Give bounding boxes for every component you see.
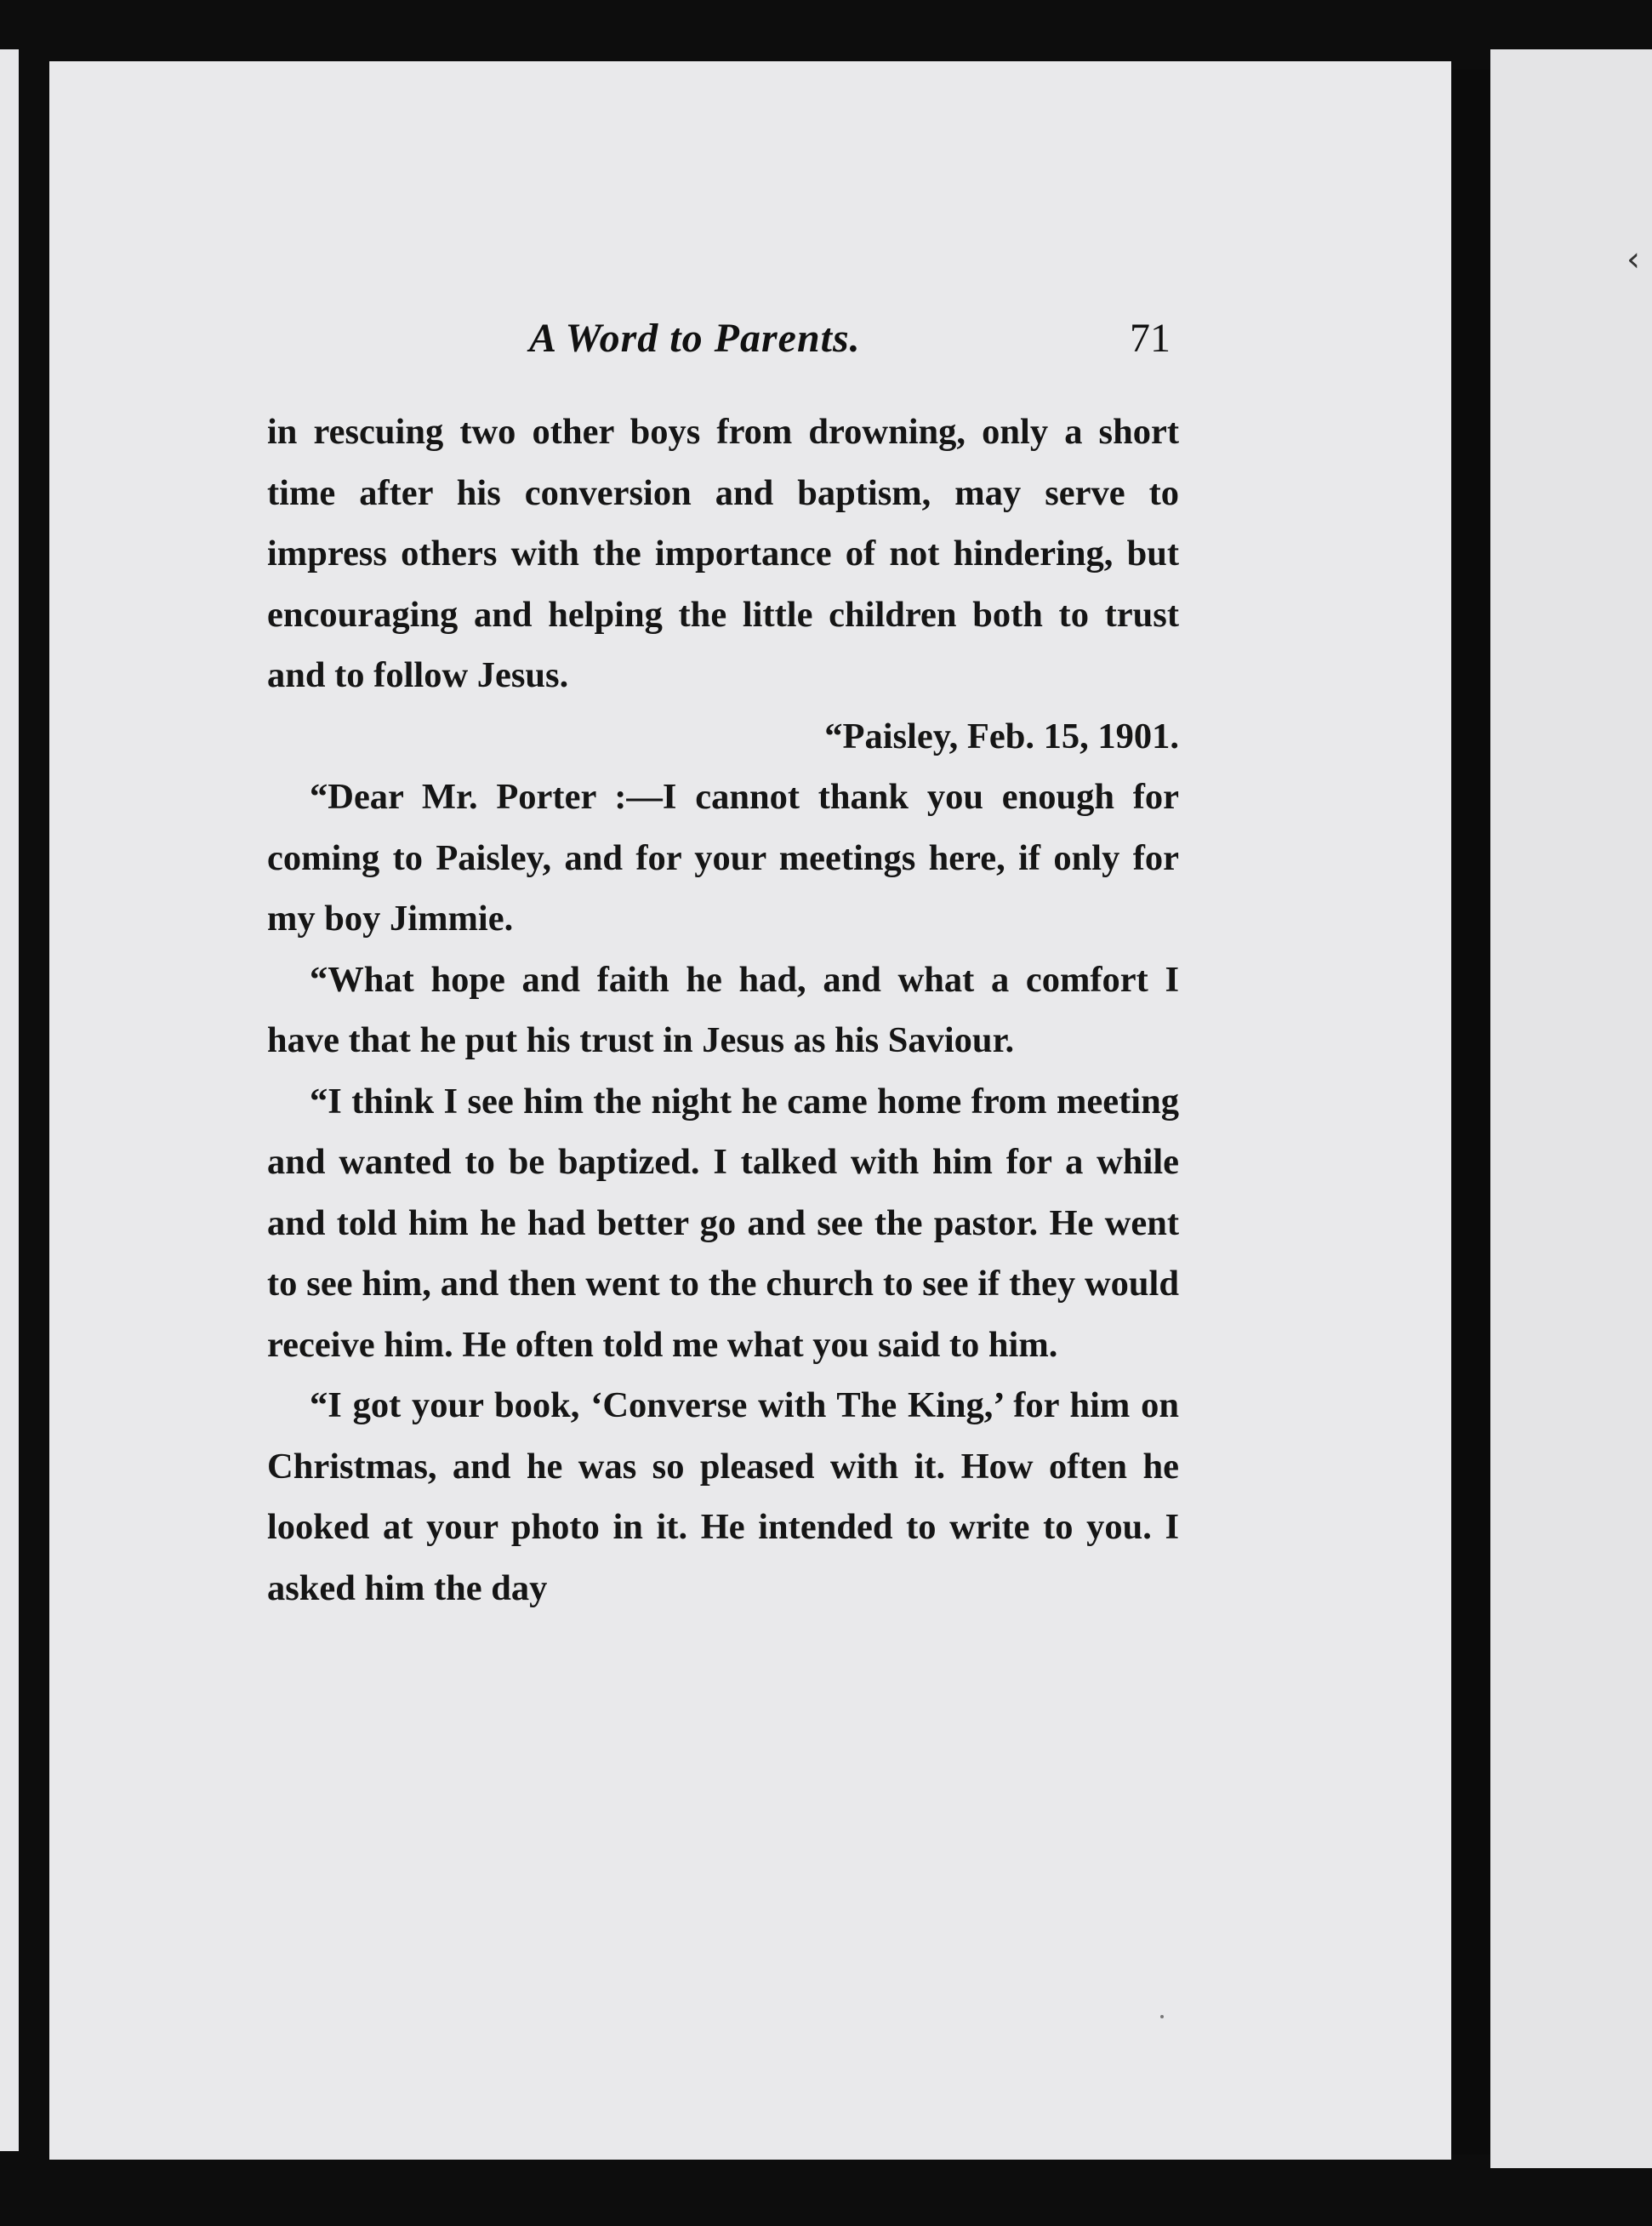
letter-paragraph: “Dear Mr. Porter :—I cannot thank you enough for coming to Paisley, and for your meetings here, if only for my boy Jimmie. (267, 777, 1179, 939)
letter-paragraph: “I got your book, ‘Converse with The King,’ for him on Christmas, and he was so pleased with it. How often he looked at your photo in it. He intended to write to you. I asked him the day (267, 1385, 1179, 1608)
margin-mark: ‹ (1626, 240, 1640, 279)
page-edge-shadow (1451, 70, 1490, 2155)
page-body-text (267, 402, 1179, 1618)
page-number: 71 (1130, 316, 1171, 361)
scan-speck (1160, 2015, 1164, 2018)
scanner-background (1490, 49, 1652, 2168)
letter-paragraph: “What hope and faith he had, and what a comfort I have that he put his trust in Jesus as his Saviour. (267, 959, 1179, 1060)
letter-paragraph: “I think I see him the night he came home from meeting and wanted to be baptized. I talked with him for a while and told him he had better go and see the pastor. He went to see him, and then went to the church to see if they would receive him. He often told me what you said to him. (267, 1081, 1179, 1365)
running-header-title: A Word to Parents. (529, 316, 861, 361)
letter-dateline: “Paisley, Feb. 15, 1901. (824, 716, 1179, 756)
adjacent-page-edge (0, 49, 19, 2151)
paragraph-continuation: in rescuing two other boys from drowning, only a short time after his conversion and baptism, may serve to impress others with the importance of not hindering, but encouraging and helping the little children both to trust and to follow Jesus. (267, 412, 1179, 695)
